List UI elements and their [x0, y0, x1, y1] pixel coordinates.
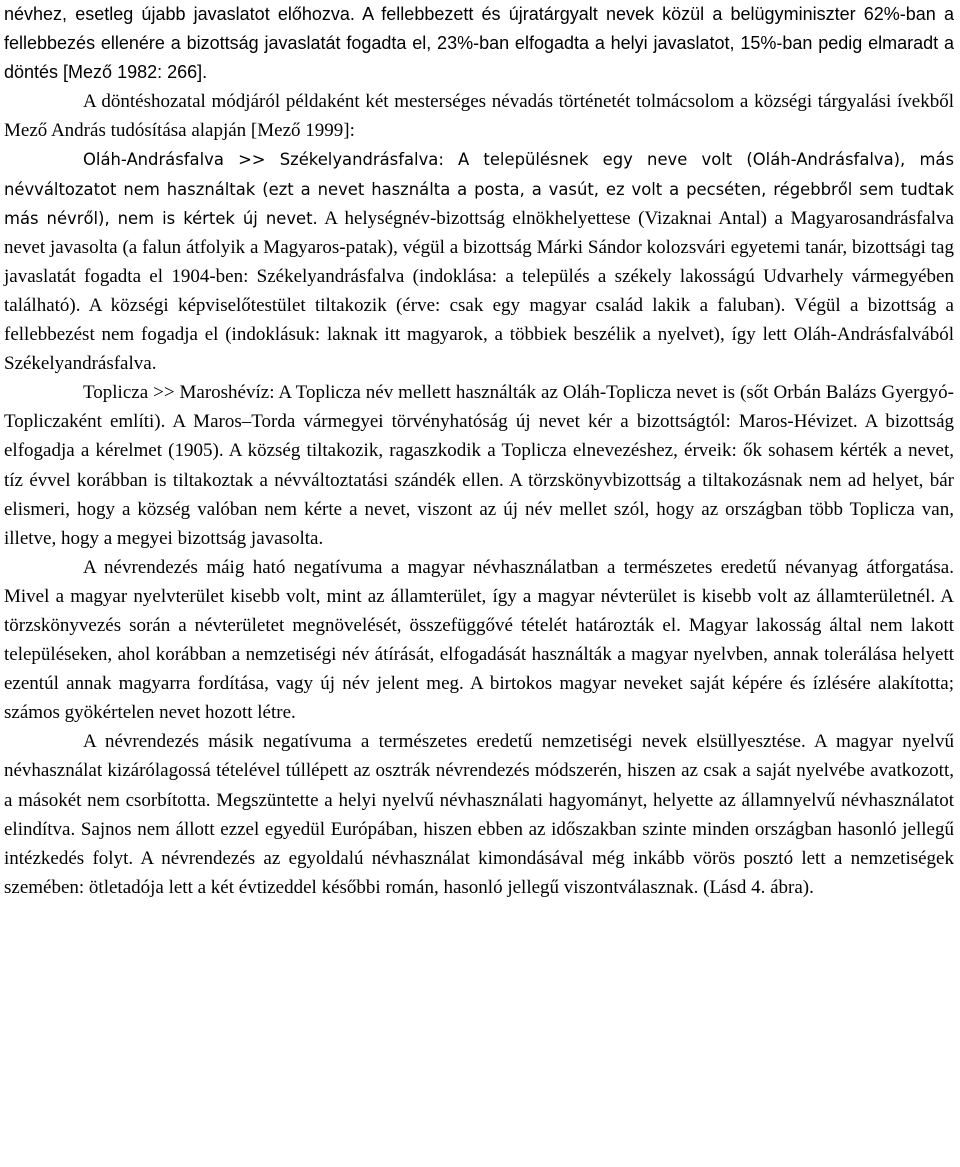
paragraph-5-text: A névrendezés máig ható negatívuma a magyar névhasználatban a természetes eredetű névanyag átforgatása. Mivel a magyar nyelvterület kisebb volt, mint az államterület, így a magyar névterület is kisebb volt az államterületnél. A törzskönyvezés során a névterületet megnövelését, összefüggővé tételét határozták el. Magyar lakosság által nem lakott településeken, ahol korábban a nemzetiségi név átírását, elfogadását használták a magyar nyelvben, annak tolerálása helyett ezentúl annak magyarra fordítása, vagy új név jelent meg. A birtokos magyar neveket saját képére és ízlésére alakította; számos gyökértelen nevet hozott létre. — [4, 556, 954, 724]
paragraph-6-text: A névrendezés másik negatívuma a természetes eredetű nemzetiségi nevek elsüllyesztése. A magyar nyelvű névhasználat kizárólagossá tételével túllépett az osztrák névrendezés módszerén, hiszen az csak a saját nyelvébe avatkozott, a másokét nem csorbította. Megszüntette a helyi nyelvű névhasználati hagyományt, helyette az államnyelvű névhasználatot elindítva. Sajnos nem állott ezzel egyedül Európában, hiszen ebben az időszakban szinte minden országban hasonló jellegű intézkedés folyt. A névrendezés az egyoldalú névhasználat kimondásával még inkább vörös posztó lett a nemzetiségek szemében: ötletadója lett a két évtizeddel későbbi román, hasonló jellegű viszontválasznak. (Lásd 4. ábra). — [4, 731, 954, 898]
paragraph-3-text: A helységnév-bizottság elnökhelyettese (Vizaknai Antal) a Magyarosandrásfalva nevet javasolta (a falun átfolyik a Magyaros-patak), végül a bizottság Márki Sándor kolozsvári egyetemi tanár, bizottsági tag javaslatát fogadta el 1904-ben: Székelyandrásfalva (indoklása: a település a székely lakosságú Udvarhely vármegyében található). A községi képviselőtestület tiltakozik (érve: csak egy magyar család lakik a faluban). Végül a bizottság a fellebbezést nem fogadja el (indoklásuk: laknak itt magyarok, a többiek beszélik a nyelvet), így lett Oláh-Andrásfalvából Székelyandrásfalva. — [4, 207, 954, 375]
paragraph-2-text: A döntéshozatal módjáról példaként két mesterséges névadás történetét tolmácsolom a községi tárgyalási ívekből Mező András tudósítása alapján [Mező 1999]: — [4, 91, 954, 142]
paragraph-3-lead-text: Oláh-Andrásfalva >> Székelyandrásfalva: A településnek egy neve volt (Oláh-Andrásfalva), más névváltozatot nem használtak (ezt a nevet használta a posta, a vasút, ez volt a pecséten, régebbről sem tudtak más névről), nem is kértek új nevet. — [4, 150, 954, 228]
paragraph-1-text: névhez, esetleg újabb javaslatot előhozva. A fellebbezett és újratárgyalt nevek közül a belügyminiszter 62%-ban a fellebbezés ellenére a bizottság javaslatát fogadta el, 23%-ban elfogadta a helyi javaslatot, 15%-ban pedig elmaradt a döntés [Mező 1982: 266]. — [4, 4, 954, 83]
paragraph-4 — [4, 378, 954, 553]
paragraph-3 — [4, 145, 954, 378]
paragraph-2 — [4, 87, 954, 145]
document-page — [4, 0, 954, 902]
paragraph-4-text: Toplicza >> Maroshévíz: A Toplicza név mellett használták az Oláh-Toplicza nevet is (sőt Orbán Balázs Gyergyó-Topliczaként említi). A Maros–Torda vármegyei törvényhatóság új nevet kér a bizottságtól: Maros-Hévizet. A bizottság elfogadja a kérelmet (1905). A község tiltakozik, ragaszkodik a Toplicza elnevezéshez, érveik: ők sohasem kérték a nevet, tíz évvel korábban is tiltakoztak a névváltoztatási szándék ellen. A törzskönyvbizottság a tiltakozásnak nem ad helyet, bár elismeri, hogy a község valóban nem kérte a nevet, viszont az új név mellet szól, hogy az országban több Toplicza van, illetve, hogy a megyei bizottság javasolta. — [4, 382, 954, 549]
paragraph-6 — [4, 727, 954, 902]
paragraph-5 — [4, 553, 954, 728]
paragraph-1 — [4, 0, 954, 87]
